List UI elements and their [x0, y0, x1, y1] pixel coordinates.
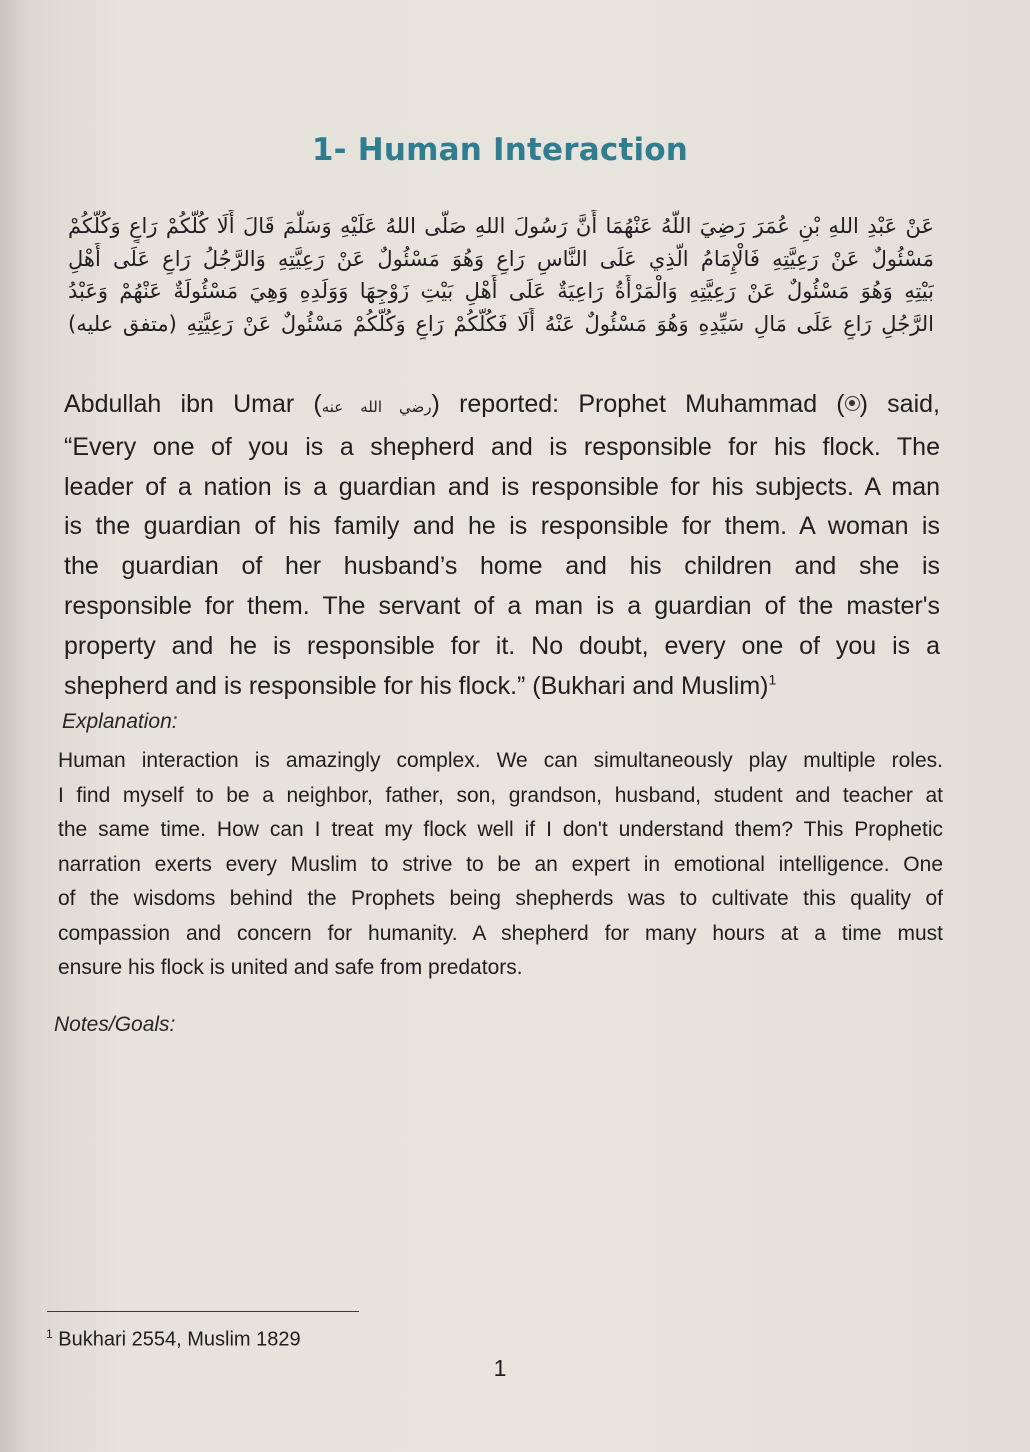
footnote-text: Bukhari 2554, Muslim 1829 — [58, 1328, 301, 1351]
hadith-line: property and he is responsible for it. No doubt, every one of you is a — [64, 631, 940, 660]
hadith-line: leader of a nation is a guardian and is responsible for his subjects. A man — [64, 472, 940, 501]
narrator-suffix: ) said, — [859, 390, 940, 418]
footnote-reference: 1 — [768, 671, 777, 688]
hadith-last-line-text: shepherd and is responsible for his flock.” (Bukhari and Muslim) — [64, 671, 769, 700]
arabic-line: الرَّجُلِ رَاعٍ عَلَى مَالِ سَيِّدِهِ وَهُوَ مَسْئُولٌ عَنْهُ أَلَا فَكُلُّكُمْ رَاعٍ وَكُلُّكُمْ مَسْئُولٌ عَنْ رَعِيَّتِهِ (متفق عليه) — [68, 311, 934, 336]
footnote-number: 1 — [46, 1327, 53, 1341]
hadith-line: responsible for them. The servant of a man is a guardian of the master's — [64, 591, 940, 620]
hadith-line: “Every one of you is a shepherd and is responsible for his flock. The — [64, 432, 940, 461]
explanation-line: ensure his flock is united and safe from predators. — [58, 956, 523, 979]
explanation-line: narration exerts every Muslim to strive to be an expert in emotional intelligence. One — [58, 852, 943, 876]
narrator-prefix: Abdullah ibn Umar ( — [64, 390, 322, 418]
arabic-hadith-text — [68, 210, 934, 340]
hadith-line: is the guardian of his family and he is responsible for them. A woman is — [64, 512, 940, 541]
hadith-last-line — [64, 667, 940, 707]
explanation-heading: Explanation: — [62, 710, 178, 733]
page-title: 1- Human Interaction — [311, 132, 689, 168]
explanation-line: Human interaction is amazingly complex. We can simultaneously play multiple roles. — [58, 749, 943, 772]
explanation-line: of the wisdoms behind the Prophets being shepherds was to cultivate this quality of — [58, 887, 943, 910]
footnote — [46, 1327, 301, 1352]
arabic-line: بَيْتِهِ وَهُوَ مَسْئُولٌ عَنْ رَعِيَّتِهِ وَالْمَرْأَةُ رَاعِيَةٌ عَلَى أَهْلِ بَيْتِ زَوْجِهَا وَوَلَدِهِ وَهِيَ مَسْئُولَةٌ عَنْهُمْ وَعَبْدُ — [68, 279, 934, 303]
narrator-mid: ) reported: Prophet Muhammad ( — [431, 390, 845, 418]
arabic-line: عَنْ عَبْدِ اللهِ بْنِ عُمَرَ رَضِيَ اللَّهُ عَنْهُمَا أَنَّ رَسُولَ اللهِ صَلَّى اللهُ عَلَيْهِ وَسَلَّمَ قَالَ أَلَا كُلُّكُمْ رَاعٍ وَكُلُّكُمْ — [68, 214, 934, 238]
explanation-line: compassion and concern for humanity. A shepherd for many hours at a time must — [58, 921, 943, 945]
pbuh-icon — [845, 396, 860, 411]
hadith-translation — [64, 385, 940, 706]
narrator-honorific: رضي الله عنه — [321, 398, 432, 416]
hadith-line: the guardian of her husband’s home and his children and she is — [64, 552, 940, 581]
explanation-text — [58, 744, 943, 986]
notes-goals-heading: Notes/Goals: — [54, 1013, 176, 1036]
page-number: 1 — [493, 1355, 507, 1381]
footnote-divider — [47, 1311, 359, 1312]
explanation-line: I find myself to be a neighbor, father, son, grandson, husband, student and teacher at — [58, 783, 943, 807]
hadith-narrator-line — [64, 385, 940, 428]
arabic-line: مَسْئُولٌ عَنْ رَعِيَّتِهِ فَالْإِمَامُ الَّذِي عَلَى النَّاسِ رَاعٍ وَهُوَ مَسْئُولٌ عَنْ رَعِيَّتِهِ وَالرَّجُلُ رَاعٍ عَلَى أَهْلِ — [68, 246, 934, 271]
explanation-line: the same time. How can I treat my flock well if I don't understand them? This Prophetic — [58, 818, 943, 841]
